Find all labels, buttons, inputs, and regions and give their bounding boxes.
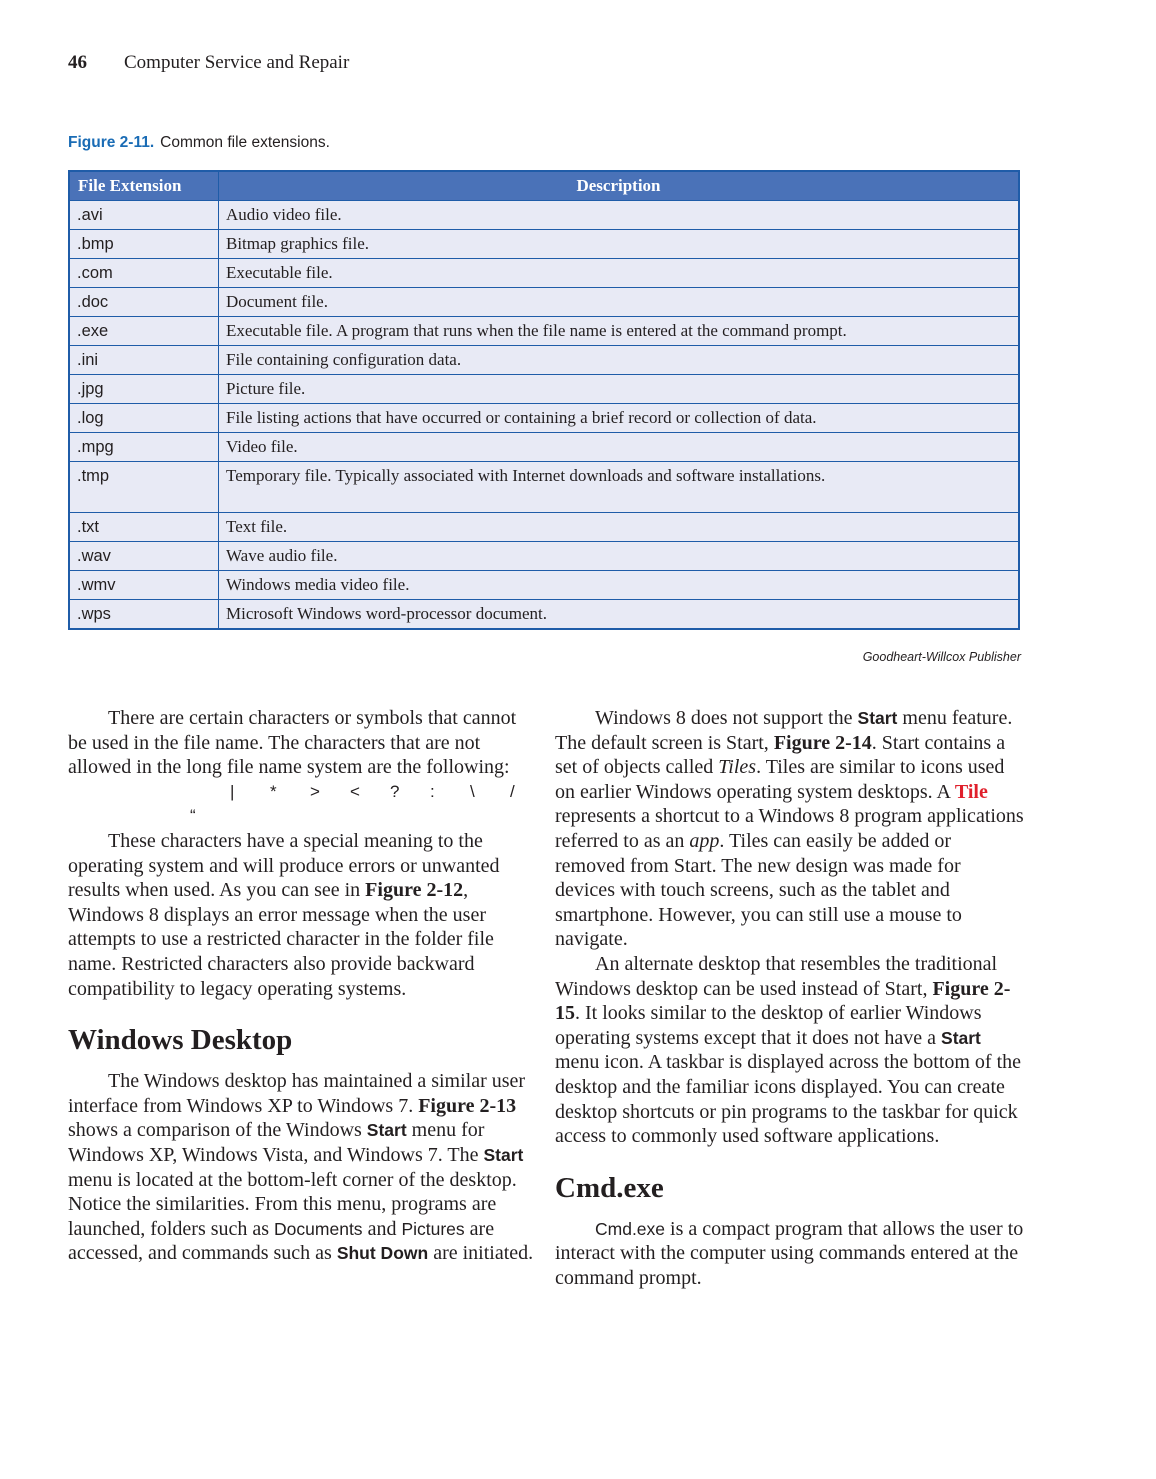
paragraph-restricted-chars: There are certain characters or symbols that cannot be used in the file name. The characters that are not allowed in the long file name system are the following: xyxy=(68,707,517,779)
column-header-description: Description xyxy=(219,171,1020,201)
restricted-characters-list xyxy=(68,780,538,829)
figure-reference: Figure 2-14 xyxy=(773,731,872,754)
table-row xyxy=(69,201,1019,230)
description-cell: Audio video file. xyxy=(219,201,1020,230)
key-term-tile: Tile xyxy=(954,780,988,803)
column-header-extension: File Extension xyxy=(69,171,219,201)
paragraph-cmd-exe xyxy=(555,1217,1025,1291)
extension-cell: .txt xyxy=(69,513,219,542)
page-number: 46 xyxy=(68,52,87,73)
text: shows a comparison of the Windows xyxy=(68,1119,367,1142)
figure-caption xyxy=(68,134,330,152)
table-row xyxy=(69,513,1019,542)
text: and xyxy=(362,1217,402,1240)
ui-term-documents: Documents xyxy=(274,1218,363,1239)
text: . Start contains a set of objects called xyxy=(555,731,1006,779)
table-row xyxy=(69,542,1019,571)
restricted-char: / xyxy=(510,781,515,801)
book-title: Computer Service and Repair xyxy=(124,52,350,73)
section-heading-windows-desktop: Windows Desktop xyxy=(68,1024,293,1057)
table-row xyxy=(69,259,1019,288)
right-column xyxy=(555,706,1025,1290)
text: is a compact program that allows the user to interact with the computer using commands entered at the command prompt. xyxy=(555,1217,1024,1289)
table-row xyxy=(69,375,1019,404)
table-row xyxy=(69,462,1019,513)
ui-term-start: Start xyxy=(483,1144,524,1165)
figure-credit: Goodheart-Willcox Publisher xyxy=(862,650,1021,664)
restricted-char: “ xyxy=(190,806,196,826)
extension-cell: .avi xyxy=(69,201,219,230)
restricted-char: > xyxy=(310,781,320,801)
extension-cell: .bmp xyxy=(69,230,219,259)
restricted-char: < xyxy=(350,781,360,801)
file-extensions-table xyxy=(68,170,1020,630)
text: , Windows 8 displays an error message when the user attempts to use a restricted character in the folder file name. Restricted characters also provide backward compatibility to legacy operating systems. xyxy=(68,879,494,1000)
extension-cell: .jpg xyxy=(69,375,219,404)
description-cell: File containing configuration data. xyxy=(219,346,1020,375)
text: menu is located at the bottom-left corner of the desktop. Notice the similarities. From this menu, programs are launched, folders such as xyxy=(68,1168,517,1240)
extension-cell: .ini xyxy=(69,346,219,375)
text: menu icon. A taskbar is displayed across the bottom of the desktop and the familiar icons displayed. You can create desktop shortcuts or pin programs to the taskbar for quick access to commonly used software applications. xyxy=(555,1051,1022,1148)
text: . Tiles are similar to icons used on earlier Windows operating system desktops. A xyxy=(555,756,1005,803)
text: These characters have a special meaning to the operating system and will produce errors or unwanted results when used. As you can see in xyxy=(68,829,500,902)
extension-cell: .doc xyxy=(69,288,219,317)
description-cell: Video file. xyxy=(219,433,1020,462)
description-cell: File listing actions that have occurred or containing a brief record or collection of data. xyxy=(219,404,1020,433)
extension-cell: .wmv xyxy=(69,571,219,600)
italic-term-tiles: Tiles xyxy=(718,756,757,779)
table-row xyxy=(69,230,1019,259)
extension-cell: .com xyxy=(69,259,219,288)
table-row xyxy=(69,404,1019,433)
table-row xyxy=(69,433,1019,462)
description-cell: Executable file. xyxy=(219,259,1020,288)
ui-term-start: Start xyxy=(366,1120,407,1141)
ui-term-pictures: Pictures xyxy=(401,1218,465,1239)
extension-cell: .log xyxy=(69,404,219,433)
text: represents a shortcut to a Windows 8 program applications referred to as an xyxy=(555,805,1024,852)
extension-cell: .wps xyxy=(69,600,219,630)
text: Windows 8 does not support the xyxy=(595,707,858,729)
description-cell: Microsoft Windows word-processor document. xyxy=(219,600,1020,630)
extension-cell: .tmp xyxy=(69,462,219,513)
text: menu feature. The default screen is Start, xyxy=(555,707,1013,754)
text: are accessed, and commands such as xyxy=(68,1217,495,1265)
restricted-char: | xyxy=(230,781,235,801)
description-cell: Document file. xyxy=(219,288,1020,317)
extension-cell: .exe xyxy=(69,317,219,346)
description-cell: Text file. xyxy=(219,513,1020,542)
description-cell: Wave audio file. xyxy=(219,542,1020,571)
restricted-char: \ xyxy=(470,781,475,801)
ui-term-start: Start xyxy=(941,1027,981,1048)
description-cell: Executable file. A program that runs when the file name is entered at the command prompt. xyxy=(219,317,1020,346)
text: The Windows desktop has maintained a similar user interface from Windows XP to Windows 7. xyxy=(68,1070,526,1117)
ui-term-shut-down: Shut Down xyxy=(336,1243,429,1264)
description-cell: Picture file. xyxy=(219,375,1020,404)
restricted-char: * xyxy=(270,781,277,801)
section-heading-cmd-exe: Cmd.exe xyxy=(555,1171,664,1204)
description-cell: Windows media video file. xyxy=(219,571,1020,600)
table-row xyxy=(69,600,1019,630)
extension-cell: .mpg xyxy=(69,433,219,462)
restricted-char: : xyxy=(430,781,435,801)
table-row xyxy=(69,571,1019,600)
table-row xyxy=(69,317,1019,346)
table-row xyxy=(69,288,1019,317)
extension-cell: .wav xyxy=(69,542,219,571)
ui-term-cmd-exe: Cmd.exe xyxy=(595,1218,666,1239)
figure-caption-text: Common file extensions. xyxy=(160,134,330,151)
figure-reference: Figure 2-13 xyxy=(418,1094,517,1117)
italic-term-app: app xyxy=(689,829,720,852)
running-head xyxy=(68,52,349,74)
table-header-row xyxy=(69,171,1019,201)
restricted-char: ? xyxy=(390,781,400,801)
description-cell: Temporary file. Typically associated with Internet downloads and software installations. xyxy=(219,462,1020,513)
text: . It looks similar to the desktop of earlier Windows operating systems except that it does not have a xyxy=(555,1002,982,1049)
paragraph-windows-desktop xyxy=(68,1069,538,1266)
text: An alternate desktop that resembles the traditional Windows desktop can be used instead of Start, xyxy=(555,952,998,1000)
paragraph-alternate-desktop xyxy=(555,952,1025,1149)
figure-reference: Figure 2-12 xyxy=(365,879,464,902)
figure-reference: Figure 2-15 xyxy=(555,977,1011,1025)
text: menu for Windows XP, Windows Vista, and Windows 7. The xyxy=(68,1119,485,1166)
paragraph-special-meaning xyxy=(68,829,538,1001)
paragraph-windows-8-start xyxy=(555,706,1025,952)
figure-label: Figure 2-11. xyxy=(68,134,155,151)
left-column xyxy=(68,706,538,1266)
ui-term-start: Start xyxy=(857,708,898,728)
description-cell: Bitmap graphics file. xyxy=(219,230,1020,259)
text: . Tiles can easily be added or removed from Start. The new design was made for devices with touch screens, such as the tablet and smartphone. However, you can still use a mouse to navigate. xyxy=(555,829,962,951)
text: are initiated. xyxy=(428,1242,534,1265)
table-row xyxy=(69,346,1019,375)
